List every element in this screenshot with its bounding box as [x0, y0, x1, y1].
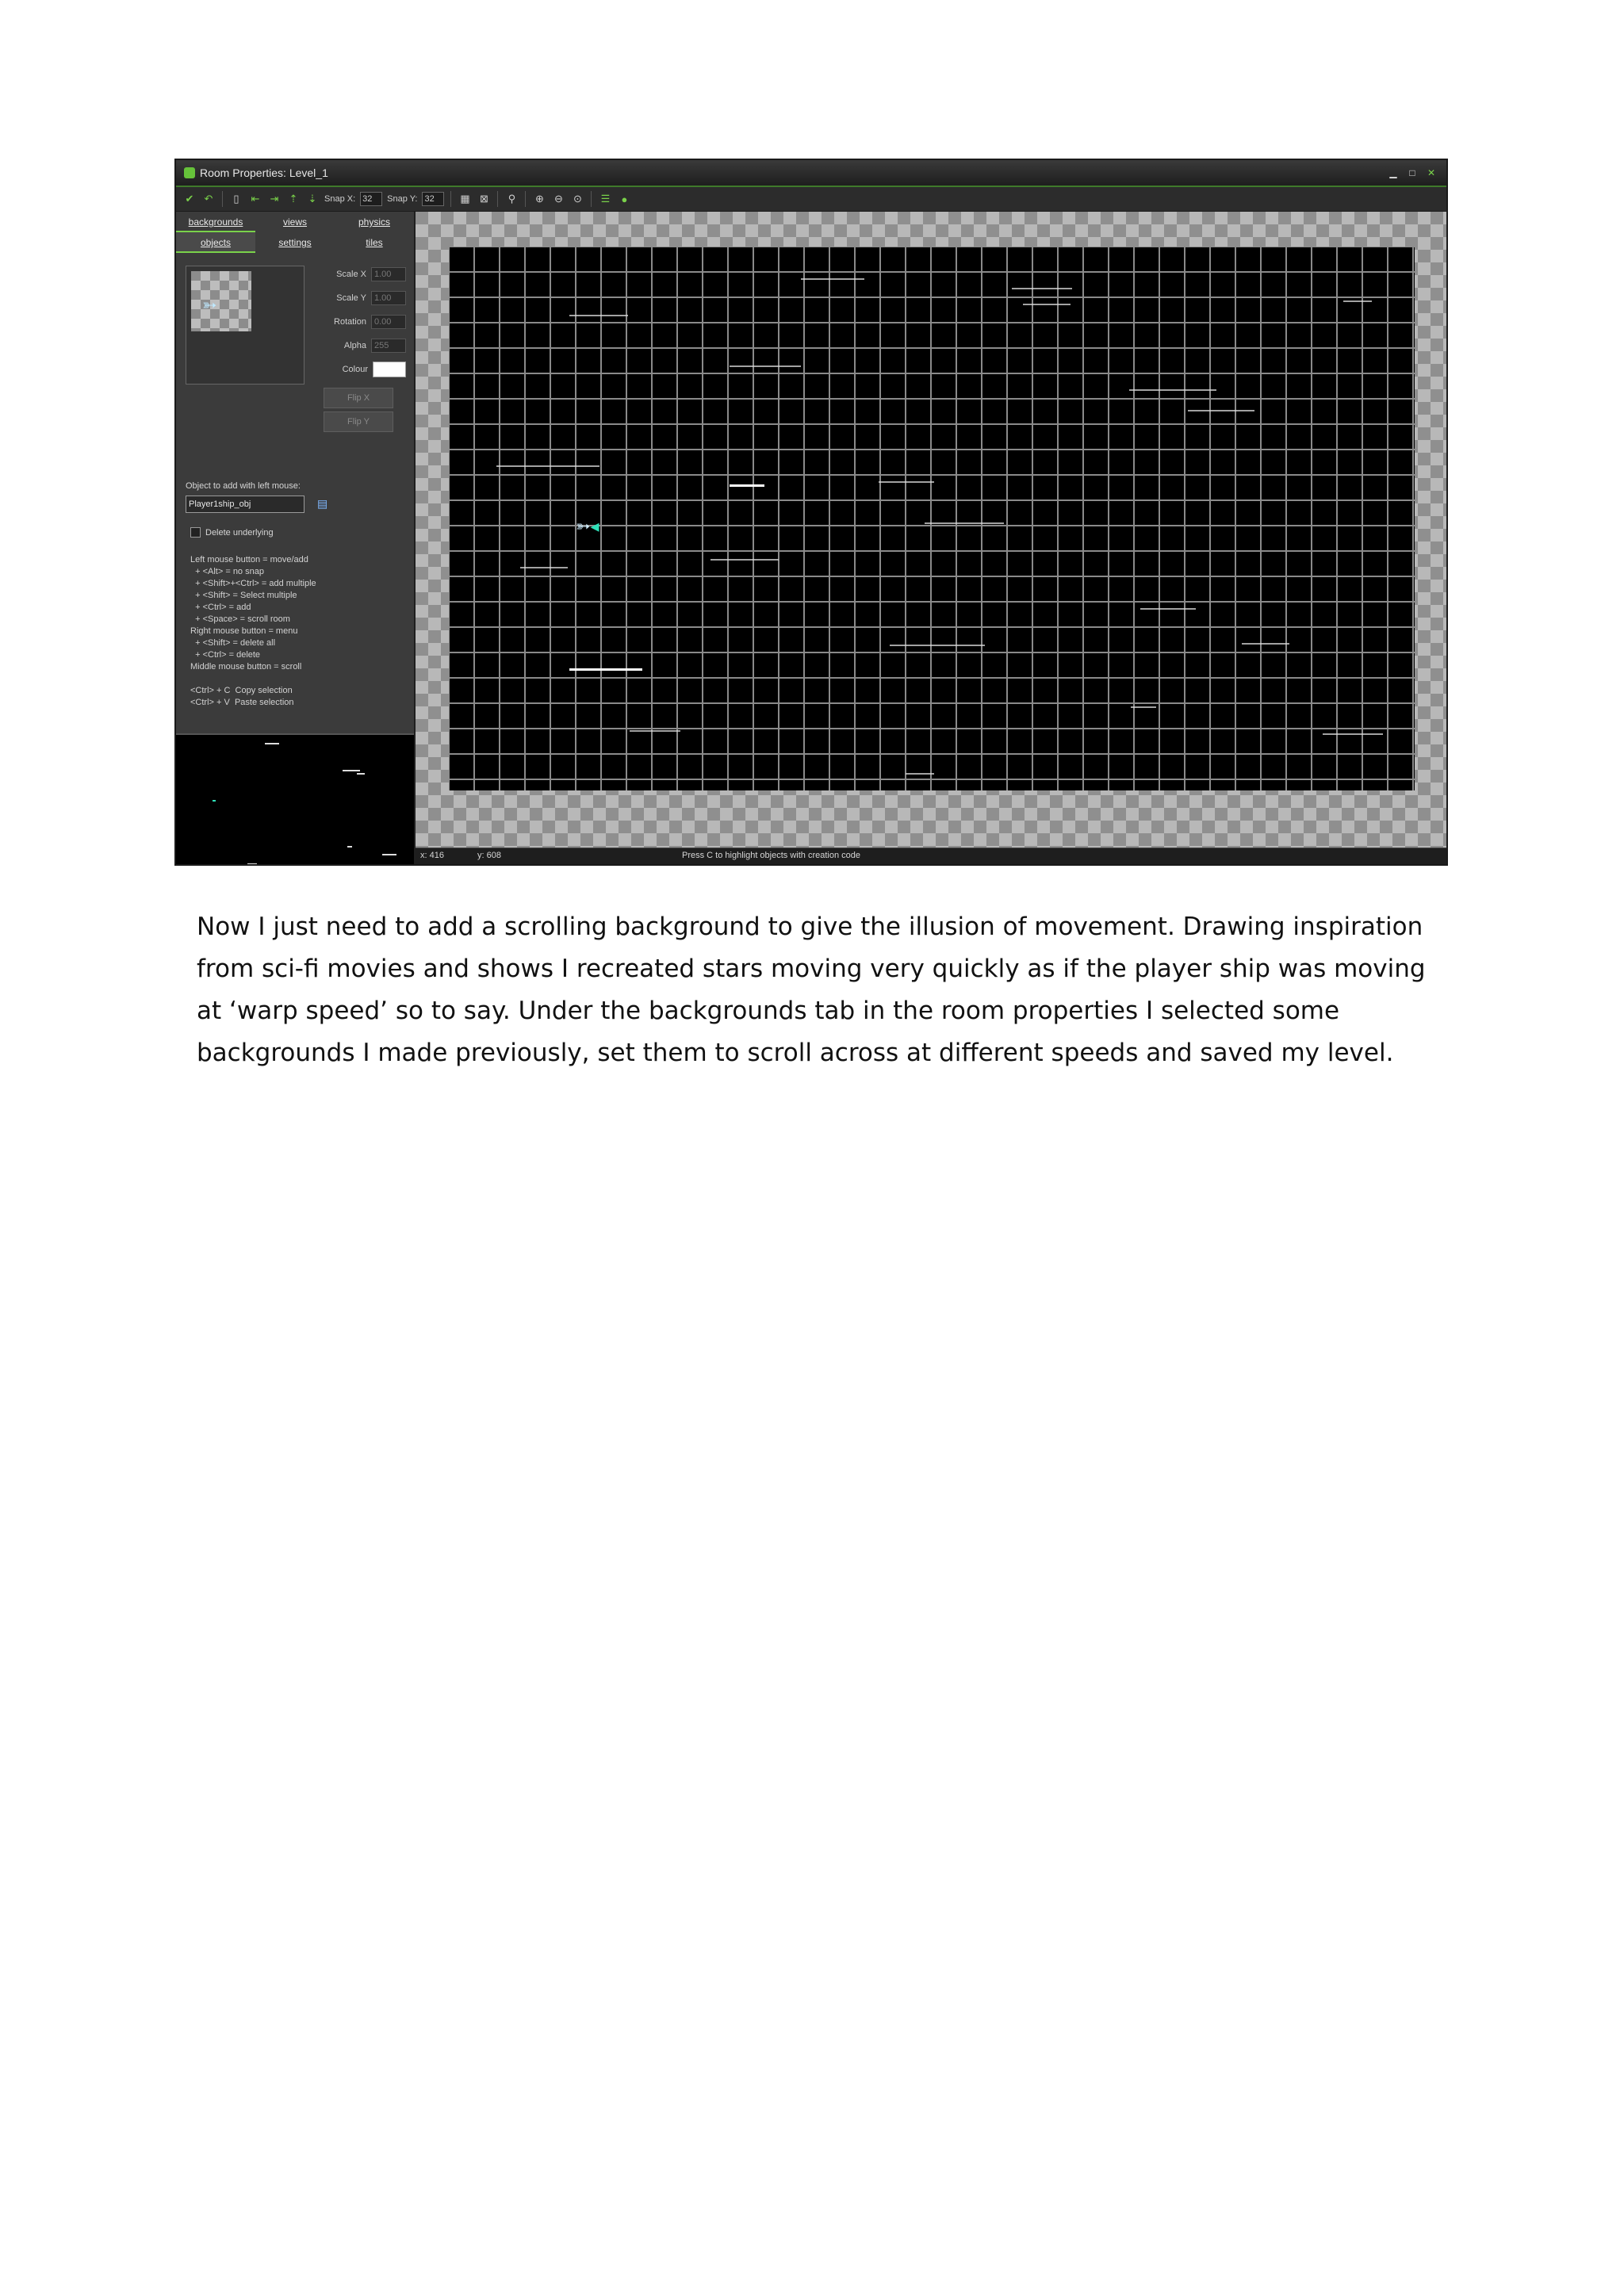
alpha-row: [303, 337, 406, 354]
minimap-ship: [213, 800, 216, 802]
help-icon[interactable]: ●: [621, 193, 628, 205]
help-line: Left mouse button = move/add: [190, 555, 308, 564]
minimap-star: [247, 863, 257, 865]
scale-y-input[interactable]: [371, 291, 406, 305]
help-line: + <Shift> = Select multiple: [190, 591, 297, 600]
alpha-label: Alpha: [343, 341, 366, 350]
help-line: + <Alt> = no snap: [190, 567, 264, 576]
rotation-label: Rotation: [334, 317, 366, 327]
zoom-out-icon[interactable]: ⊖: [554, 193, 563, 205]
toolbar-divider: [450, 191, 451, 207]
delete-underlying-label: Delete underlying: [205, 527, 274, 538]
star-streak: [1131, 706, 1156, 708]
star-streak: [906, 773, 934, 775]
left-panel: [176, 212, 416, 864]
shift-right-icon[interactable]: ⇥: [270, 193, 279, 205]
window-controls: [1386, 167, 1446, 178]
alpha-input[interactable]: [371, 339, 406, 353]
star-streak: [1140, 608, 1196, 610]
tab-tiles[interactable]: tiles: [366, 237, 383, 248]
star-streak: [1323, 733, 1383, 735]
tab-objects[interactable]: objects: [176, 232, 255, 253]
app-icon: [184, 167, 195, 178]
status-x-coordinate: x: 416: [420, 851, 444, 860]
delete-underlying-option[interactable]: [190, 527, 274, 538]
toolbar-divider: [525, 191, 526, 207]
star-streak: [925, 522, 1004, 524]
tab-views[interactable]: views: [282, 216, 307, 228]
star-streak: [730, 484, 764, 487]
minimap-star: [357, 773, 365, 775]
star-streak: [569, 668, 642, 671]
toolbar-divider: [497, 191, 498, 207]
confirm-icon[interactable]: ✔: [185, 193, 194, 205]
player-ship-icon: ➳: [202, 295, 217, 315]
snap-x-label: Snap X:: [324, 194, 356, 204]
star-streak: [890, 645, 985, 646]
star-streak: [1023, 304, 1071, 305]
snap-y-input[interactable]: [422, 192, 444, 206]
object-to-add-label: Object to add with left mouse:: [186, 481, 301, 491]
rotation-input[interactable]: [371, 315, 406, 329]
star-streak: [879, 481, 934, 483]
star-streak: [1242, 643, 1289, 645]
star-streak: [1188, 410, 1254, 411]
shift-left-icon[interactable]: ⇤: [251, 193, 260, 205]
minimize-icon[interactable]: ▁: [1389, 167, 1397, 178]
star-streak: [1012, 288, 1072, 289]
object-select-field[interactable]: Player1ship_obj: [186, 496, 304, 513]
room-editor-canvas[interactable]: [416, 212, 1446, 848]
room-properties-window: [174, 159, 1448, 866]
scale-x-row: [303, 266, 406, 283]
flip-x-button[interactable]: Flip X: [324, 388, 393, 408]
help-line: [190, 673, 404, 685]
flip-y-button[interactable]: Flip Y: [324, 411, 393, 432]
star-streak: [496, 465, 599, 467]
star-streak: [801, 278, 864, 280]
shift-up-icon[interactable]: ⇡: [289, 193, 298, 205]
toolbar-divider: [222, 191, 223, 207]
star-streak: [710, 559, 779, 561]
help-line: + <Ctrl> = add: [190, 603, 251, 612]
help-line: + <Shift>+<Ctrl> = add multiple: [190, 579, 316, 588]
minimap-star: [265, 743, 279, 744]
scale-y-label: Scale Y: [336, 293, 366, 303]
window-title: Room Properties: Level_1: [200, 166, 328, 179]
delete-underlying-checkbox[interactable]: [190, 527, 201, 538]
tab-backgrounds[interactable]: backgrounds: [176, 212, 255, 232]
minimap-star: [347, 846, 352, 848]
undo-icon[interactable]: ↶: [204, 193, 213, 205]
scale-y-row: [303, 289, 406, 307]
mouse-help-text: [190, 554, 404, 709]
zoom-icon[interactable]: ⚲: [508, 193, 516, 205]
toolbar-divider: [591, 191, 592, 207]
object-browse-icon[interactable]: ▤: [317, 497, 328, 510]
scale-x-input[interactable]: [371, 267, 406, 281]
list-icon[interactable]: ☰: [600, 193, 611, 205]
object-preview: [186, 266, 304, 385]
help-line: + <Shift> = delete all: [190, 638, 276, 648]
star-streak: [1343, 300, 1372, 302]
help-line: Middle mouse button = scroll: [190, 662, 302, 672]
colour-swatch[interactable]: [373, 362, 406, 377]
help-line: + <Ctrl> = delete: [190, 650, 261, 660]
tabs-row-1: [176, 212, 414, 232]
colour-label: Colour: [342, 365, 368, 374]
status-y-coordinate: y: 608: [477, 851, 501, 860]
minimap-star: [382, 854, 396, 855]
player-ship-instance[interactable]: ➳◂: [576, 516, 599, 536]
snap-y-label: Snap Y:: [387, 194, 418, 204]
grid-toggle-icon[interactable]: ▦: [460, 193, 470, 205]
star-streak: [730, 365, 801, 367]
zoom-in-icon[interactable]: ⊕: [535, 193, 544, 205]
star-streak: [520, 567, 568, 568]
caption-paragraph: Now I just need to add a scrolling background to give the illusion of movement. Drawing inspiration from sci-fi movies and shows I recreated stars moving very quickly as if the player ship was moving at ‘warp speed’ so to say. Under the backgrounds tab in the room properties I selected some backgrounds I made previously, set them to scroll across at different speeds and saved my level.: [197, 913, 1426, 1067]
help-line: <Ctrl> + C Copy selection: [190, 686, 293, 695]
help-line: <Ctrl> + V Paste selection: [190, 698, 294, 707]
object-sprite-preview: [191, 271, 251, 331]
star-streak: [1129, 389, 1216, 391]
status-hint: Press C to highlight objects with creation code: [682, 851, 861, 860]
star-streak: [630, 730, 680, 732]
star-streak: [569, 315, 628, 316]
scale-x-label: Scale X: [336, 270, 366, 279]
tab-physics[interactable]: physics: [358, 216, 390, 228]
zoom-reset-icon[interactable]: ⊙: [573, 193, 582, 205]
minimap-star: [343, 770, 360, 771]
room-grid[interactable]: [449, 247, 1415, 790]
help-line: Right mouse button = menu: [190, 626, 298, 636]
window-titlebar: [176, 160, 1446, 187]
rotation-row: [303, 313, 406, 331]
maximize-icon[interactable]: □: [1409, 167, 1415, 178]
snap-x-input[interactable]: [360, 192, 382, 206]
colour-row: [303, 361, 406, 378]
isometric-grid-icon[interactable]: ⊠: [480, 193, 488, 205]
room-toolbar: [176, 187, 1446, 212]
help-line: + <Space> = scroll room: [190, 614, 290, 624]
tabs-row-2: [176, 232, 414, 253]
shift-down-icon[interactable]: ⇣: [308, 193, 317, 205]
ship-engine-icon: ◂: [590, 516, 599, 536]
status-bar: [416, 848, 1446, 864]
room-minimap[interactable]: [176, 733, 414, 866]
close-icon[interactable]: ✕: [1427, 167, 1436, 178]
clear-room-icon[interactable]: ▯: [233, 193, 239, 205]
tab-settings[interactable]: settings: [278, 237, 312, 248]
